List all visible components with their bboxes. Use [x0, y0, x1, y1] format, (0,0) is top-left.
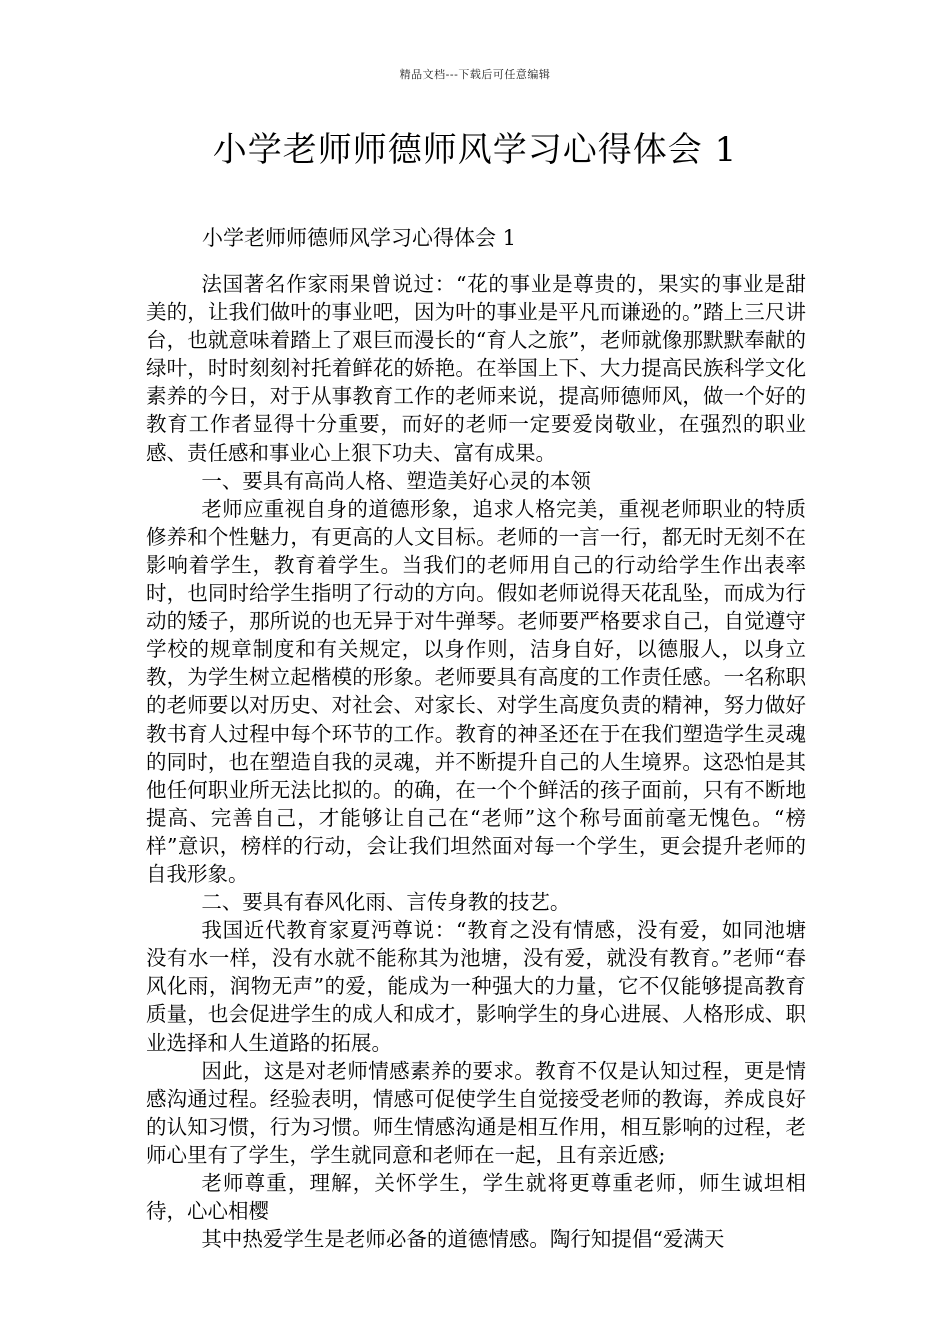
paragraph-section-1: 老师应重视自身的道德形象，追求人格完美，重视老师职业的特质修养和个性魅力，有更高的人文目标。老师的一言一行，都无时无刻不在影响着学生，教育着学生。当我们的老师用自己的行动给学生作出表率时，也同时给学生指明了行动的方向。假如老师说得天花乱坠，而成为行动的矮子，那所说的也无异于对牛弹琴。老师要严格要求自己，自觉遵守学校的规章制度和有关规定，以身作则，洁身自好，以德服人，以身立教，为学生树立起楷模的形象。老师要具有高度的工作责任感。一名称职的老师要以对历史、对社会、对家长、对学生高度负责的精神，努力做好教书育人过程中每个环节的工作。教育的神圣还在于在我们塑造学生灵魂的同时，也在塑造自我的灵魂，并不断提升自己的人生境界。这恐怕是其他任何职业所无法比拟的。的确，在一个个鲜活的孩子面前，只有不断地提高、完善自己，才能够让自己在“老师”这个称号面前毫无愧色。“榜样”意识，榜样的行动，会让我们坦然面对每一个学生，更会提升老师的自我形象。: [146, 496, 806, 886]
section-heading-2: 二、要具有春风化雨、言传身教的技艺。: [201, 890, 571, 915]
paragraph-section-2c: 老师尊重，理解，关怀学生，学生就将更尊重老师，师生诚坦相待，心心相樱: [146, 1171, 806, 1224]
document-subtitle: 小学老师师德师风学习心得体会 1: [202, 226, 517, 250]
document-title: 小学老师师德师风学习心得体会 1: [212, 130, 738, 170]
document-body: [146, 270, 806, 1253]
paragraph-section-2b: 因此，这是对老师情感素养的要求。教育不仅是认知过程，更是情感沟通过程。经验表明，情感可促使学生自觉接受老师的教诲，养成良好的认知习惯，行为习惯。师生情感沟通是相互作用，相互影响的过程，老师心里有了学生，学生就同意和老师在一起，且有亲近感;: [146, 1058, 806, 1167]
section-heading-1: 一、要具有高尚人格、塑造美好心灵的本领: [201, 468, 591, 493]
paragraph-section-2d: 其中热爱学生是老师必备的道德情感。陶行知提倡“爱满天: [201, 1227, 725, 1252]
header-note: 精品文档---下载后可任意编辑: [399, 68, 551, 81]
paragraph-section-2a: 我国近代教育家夏沔尊说：“教育之没有情感，没有爱，如同池塘没有水一样，没有水就不能称其为池塘，没有爱，就没有教育。”老师“春风化雨，润物无声”的爱，能成为一种强大的力量，它不仅能够提高教育质量，也会促进学生的成人和成才，影响学生的身心进展、人格形成、职业选择和人生道路的拓展。: [146, 918, 806, 1055]
paragraph-intro: 法国著名作家雨果曾说过：“花的事业是尊贵的，果实的事业是甜美的，让我们做叶的事业吧，因为叶的事业是平凡而谦逊的。”踏上三尺讲台，也就意味着踏上了艰巨而漫长的“育人之旅”，老师就像那默默奉献的绿叶，时时刻刻衬托着鲜花的娇艳。在举国上下、大力提高民族科学文化素养的今日，对于从事教育工作的老师来说，提高师德师风，做一个好的教育工作者显得十分重要，而好的老师一定要爱岗敬业，在强烈的职业感、责任感和事业心上狠下功夫、富有成果。: [146, 272, 806, 465]
